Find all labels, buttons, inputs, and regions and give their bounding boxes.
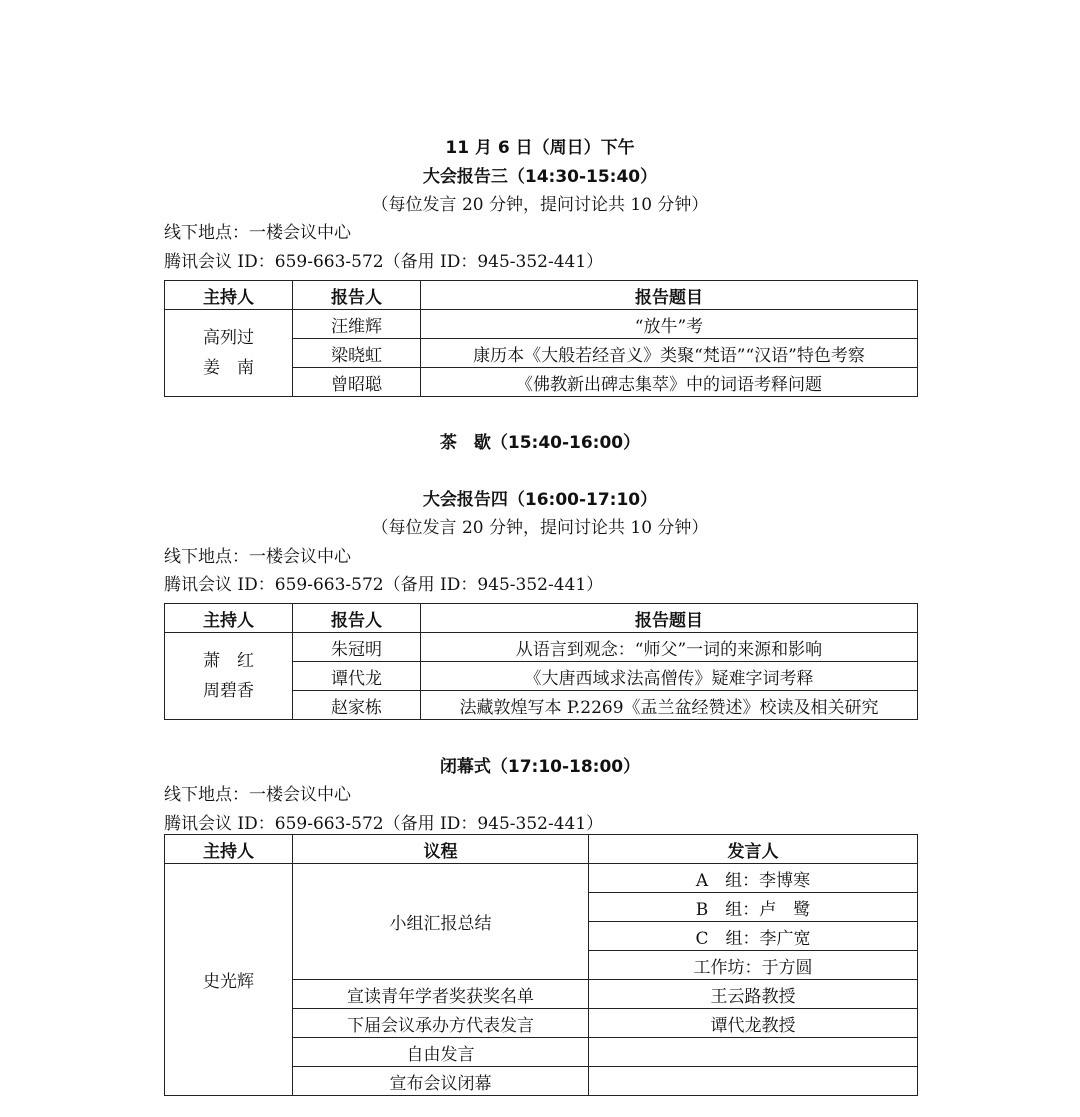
session4-location: 线下地点：一楼会议中心 (164, 547, 351, 567)
agenda-cell: 宣布会议闭幕 (293, 1067, 589, 1096)
presenter-cell: A 组：李博寒 (589, 864, 918, 893)
closing-location: 线下地点：一楼会议中心 (164, 785, 351, 805)
session4-table (164, 603, 918, 720)
day-heading: 11 月 6 日（周日）下午 (445, 138, 635, 158)
host-name: 周碧香 (203, 681, 254, 701)
host-name: 姜 南 (203, 358, 254, 378)
table-row (165, 864, 918, 893)
header-topic: 报告题目 (421, 604, 918, 633)
speaker-cell: 朱冠明 (293, 633, 421, 662)
host-cell (165, 633, 293, 720)
session4-tencent-id: 腾讯会议 ID：659-663-572（备用 ID：945-352-441） (164, 575, 604, 595)
speaker-cell: 赵家栋 (293, 691, 421, 720)
topic-cell: 《大唐西域求法高僧传》疑难字词考释 (421, 662, 918, 691)
table-header-row (165, 835, 918, 864)
topic-cell: 《佛教新出碑志集萃》中的词语考释问题 (421, 368, 918, 397)
agenda-cell: 自由发言 (293, 1038, 589, 1067)
presenter-cell: C 组：李广宽 (589, 922, 918, 951)
session4-title: 大会报告四（16:00-17:10） (422, 490, 658, 510)
presenter-cell: B 组：卢 鹭 (589, 893, 918, 922)
closing-table (164, 834, 918, 1096)
host-name: 萧 红 (203, 651, 254, 671)
header-speaker: 报告人 (293, 281, 421, 310)
presenter-cell: 工作坊：于方圆 (589, 951, 918, 980)
speaker-cell: 汪维辉 (293, 310, 421, 339)
session3-title: 大会报告三（14:30-15:40） (422, 167, 658, 187)
agenda-cell: 小组汇报总结 (293, 864, 589, 980)
header-host: 主持人 (165, 604, 293, 633)
presenter-cell (589, 1038, 918, 1067)
host-name: 高列过 (203, 328, 254, 348)
table-row (165, 310, 918, 339)
table-row (165, 633, 918, 662)
agenda-cell: 宣读青年学者奖获奖名单 (293, 980, 589, 1009)
header-host: 主持人 (165, 835, 293, 864)
topic-cell: 康历本《大般若经音义》类聚“梵语”“汉语”特色考察 (421, 339, 918, 368)
host-cell: 史光辉 (165, 864, 293, 1096)
host-cell (165, 310, 293, 397)
topic-cell: 从语言到观念：“师父”一词的来源和影响 (421, 633, 918, 662)
tea-break: 茶 歇（15:40-16:00） (439, 433, 641, 453)
session3-table (164, 280, 918, 397)
presenter-cell: 谭代龙教授 (589, 1009, 918, 1038)
header-topic: 报告题目 (421, 281, 918, 310)
session3-tencent-id: 腾讯会议 ID：659-663-572（备用 ID：945-352-441） (164, 252, 604, 272)
header-host: 主持人 (165, 281, 293, 310)
presenter-cell (589, 1067, 918, 1096)
speaker-cell: 曾昭聪 (293, 368, 421, 397)
agenda-cell: 下届会议承办方代表发言 (293, 1009, 589, 1038)
speaker-cell: 梁晓虹 (293, 339, 421, 368)
header-speaker: 报告人 (293, 604, 421, 633)
header-presenter: 发言人 (589, 835, 918, 864)
speaker-cell: 谭代龙 (293, 662, 421, 691)
table-header-row (165, 281, 918, 310)
closing-tencent-id: 腾讯会议 ID：659-663-572（备用 ID：945-352-441） (164, 814, 604, 834)
topic-cell: “放牛”考 (421, 310, 918, 339)
table-header-row (165, 604, 918, 633)
presenter-cell: 王云路教授 (589, 980, 918, 1009)
session3-note: （每位发言 20 分钟，提问讨论共 10 分钟） (371, 195, 709, 215)
session4-note: （每位发言 20 分钟，提问讨论共 10 分钟） (371, 518, 709, 538)
header-agenda: 议程 (293, 835, 589, 864)
closing-title: 闭幕式（17:10-18:00） (439, 757, 641, 777)
session3-location: 线下地点：一楼会议中心 (164, 223, 351, 243)
topic-cell: 法藏敦煌写本 P.2269《盂兰盆经赞述》校读及相关研究 (421, 691, 918, 720)
